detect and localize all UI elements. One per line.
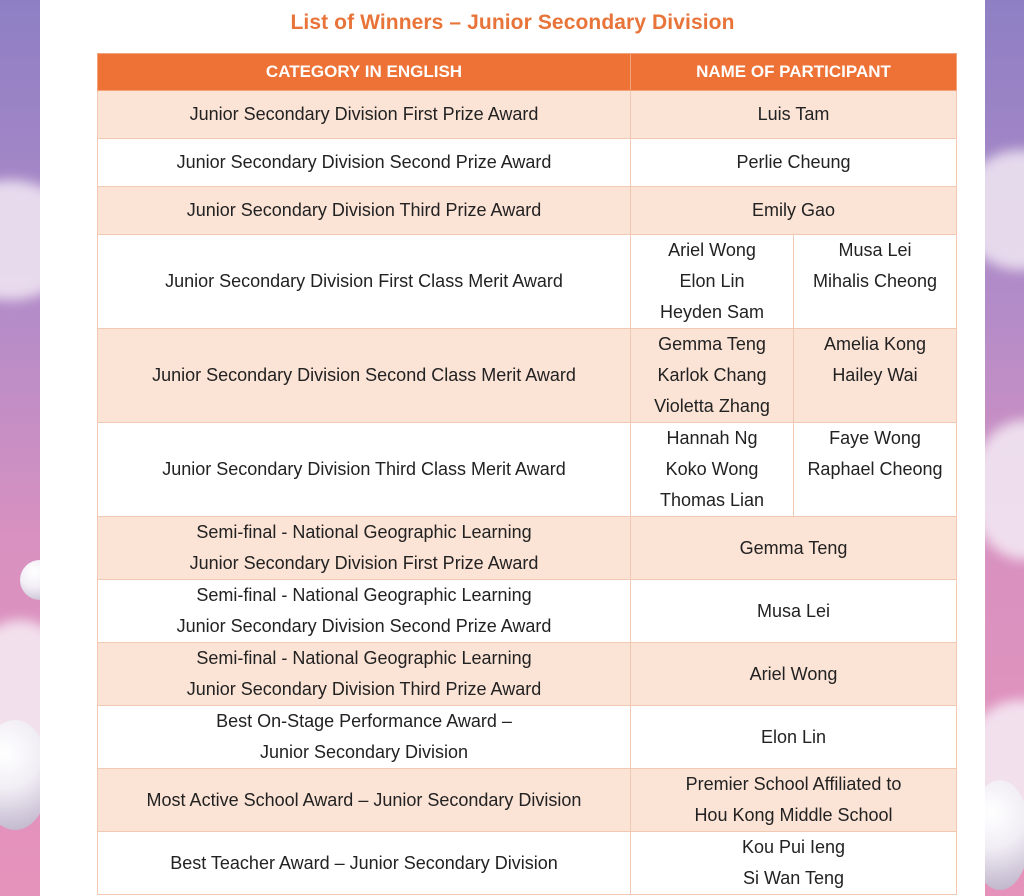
category-text: Junior Secondary Division First Prize Award xyxy=(189,553,539,573)
winners-table xyxy=(97,53,957,895)
participant-cell xyxy=(631,91,957,139)
category-cell xyxy=(98,423,631,517)
participant-cell xyxy=(631,139,957,187)
participant-name: Elon Lin xyxy=(760,726,827,747)
category-text: Semi-final - National Geographic Learning xyxy=(196,648,532,668)
table-row xyxy=(98,187,957,235)
participant-cell xyxy=(631,706,957,769)
participant-name: Hailey Wai xyxy=(832,365,918,385)
category-text: Junior Secondary Division Second Prize Award xyxy=(176,616,552,636)
category-text: Junior Secondary Division Second Prize Award xyxy=(176,152,552,172)
category-cell xyxy=(98,832,631,895)
participant-name: Hannah Ng xyxy=(666,428,758,448)
table-row xyxy=(98,423,957,517)
participant-name: Si Wan Teng xyxy=(742,868,845,888)
participant-name: Amelia Kong xyxy=(823,334,927,354)
table-row xyxy=(98,329,957,423)
table-row xyxy=(98,517,957,580)
category-cell xyxy=(98,580,631,643)
participant-name: Raphael Cheong xyxy=(807,459,943,479)
category-text: Junior Secondary Division First Prize Award xyxy=(189,104,539,124)
participant-name: Luis Tam xyxy=(757,104,830,124)
category-cell xyxy=(98,769,631,832)
participant-name: Gemma Teng xyxy=(658,334,766,354)
category-cell xyxy=(98,517,631,580)
category-text: Best On-Stage Performance Award – xyxy=(216,711,512,731)
participant-cell xyxy=(631,187,957,235)
participant-cell xyxy=(631,580,957,643)
participant-name: Mihalis Cheong xyxy=(812,271,938,291)
category-text: Junior Secondary Division Third Class Merit Award xyxy=(162,459,566,479)
table-row xyxy=(98,832,957,895)
category-text: Junior Secondary Division Third Prize Award xyxy=(186,200,542,220)
participant-name: Gemma Teng xyxy=(739,537,848,558)
participant-name: Musa Lei xyxy=(756,600,831,621)
participant-name: Ariel Wong xyxy=(749,663,838,684)
participant-cell xyxy=(631,643,957,706)
table-header-row xyxy=(98,54,957,91)
category-text: Junior Secondary Division Third Prize Award xyxy=(186,679,542,699)
participant-name: Ariel Wong xyxy=(668,240,756,260)
category-text: Junior Secondary Division First Class Merit Award xyxy=(165,271,563,291)
table-row xyxy=(98,580,957,643)
participant-cell xyxy=(631,329,957,423)
table-row xyxy=(98,769,957,832)
participant-name: Violetta Zhang xyxy=(654,396,770,416)
category-cell xyxy=(98,187,631,235)
participant-name: Kou Pui Ieng xyxy=(741,837,846,857)
participant-name: Hou Kong Middle School xyxy=(694,805,893,825)
category-text: Semi-final - National Geographic Learning xyxy=(196,522,532,542)
participant-cell xyxy=(631,769,957,832)
participant-name: Thomas Lian xyxy=(659,490,765,510)
participant-name: Heyden Sam xyxy=(659,302,765,322)
participant-name: Premier School Affiliated to xyxy=(685,774,902,794)
participant-cell xyxy=(631,423,957,517)
category-text: Best Teacher Award – Junior Secondary Division xyxy=(170,852,558,873)
page-title: List of Winners – Junior Secondary Division xyxy=(290,11,735,34)
category-text: Junior Secondary Division Second Class Merit Award xyxy=(152,365,576,385)
participant-name: Emily Gao xyxy=(751,200,836,220)
participant-name: Perlie Cheung xyxy=(736,152,851,172)
header-participant: NAME OF PARTICIPANT xyxy=(631,54,957,91)
participant-cell xyxy=(631,235,957,329)
participant-cell xyxy=(631,517,957,580)
participant-name: Elon Lin xyxy=(679,271,745,291)
participant-name: Faye Wong xyxy=(829,428,921,448)
category-text: Junior Secondary Division xyxy=(259,742,469,762)
category-text: Most Active School Award – Junior Secondary Division xyxy=(146,789,582,810)
category-cell xyxy=(98,235,631,329)
category-cell xyxy=(98,329,631,423)
participant-cell xyxy=(631,832,957,895)
participant-name: Karlok Chang xyxy=(657,365,767,385)
category-cell xyxy=(98,706,631,769)
table-row xyxy=(98,706,957,769)
table-row xyxy=(98,91,957,139)
category-cell xyxy=(98,643,631,706)
content-panel xyxy=(40,0,985,896)
table-row xyxy=(98,235,957,329)
category-cell xyxy=(98,139,631,187)
table-row xyxy=(98,643,957,706)
category-text: Semi-final - National Geographic Learning xyxy=(196,585,532,605)
category-cell xyxy=(98,91,631,139)
header-category: CATEGORY IN ENGLISH xyxy=(98,54,631,91)
participant-name: Musa Lei xyxy=(838,240,912,260)
table-row xyxy=(98,139,957,187)
participant-name: Koko Wong xyxy=(665,459,759,479)
